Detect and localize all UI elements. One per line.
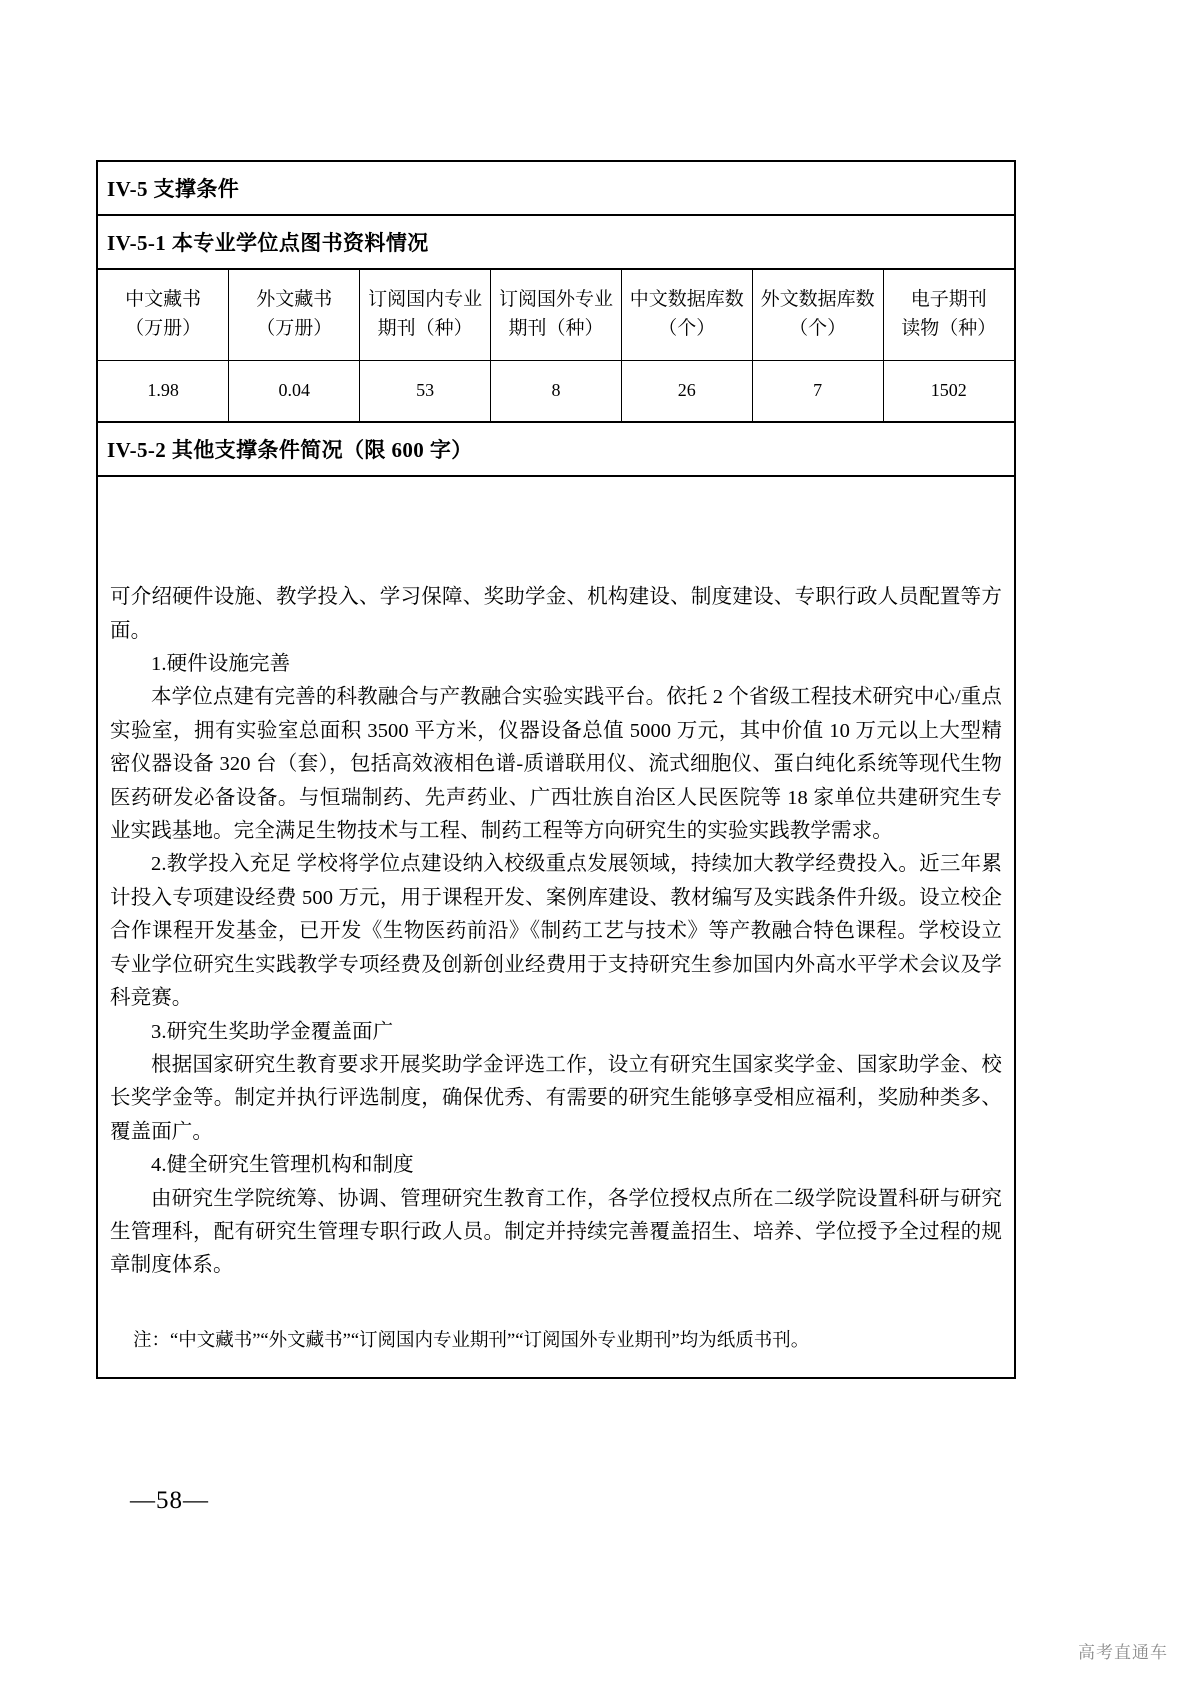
value-foreign-books: 0.04 (229, 361, 360, 422)
item1-title: 1.硬件设施完善 (151, 653, 291, 676)
value-chinese-databases: 26 (621, 361, 752, 422)
library-header-row (98, 270, 1014, 361)
value-chinese-books: 1.98 (98, 361, 229, 422)
value-foreign-journals: 8 (491, 361, 622, 422)
section-iv5-2-row (97, 422, 1015, 476)
column-header-electronic-journals (883, 270, 1014, 361)
page-number: —58— (130, 1487, 209, 1514)
support-conditions-table (96, 160, 1016, 1379)
library-value-row (98, 361, 1014, 422)
column-header-foreign-journals (491, 270, 622, 361)
value-electronic-journals: 1502 (883, 361, 1014, 422)
value-domestic-journals: 53 (360, 361, 491, 422)
section-iv5-2-title: IV-5-2 其他支撑条件简况 (107, 438, 344, 462)
section-iv5-1-row (97, 215, 1015, 269)
other-support-conditions-cell (97, 476, 1015, 1378)
item2-text: 2.教学投入充足 学校将学位点建设纳入校级重点发展领域，持续加大教学经费投入。近三年累计投入专项建设经费 500 万元，用于课程开发、案例库建设、教材编写及实践条件升级。设立校企合作课程开发基金，已开发《生物医药前沿》《制药工艺与技术》等产教融合特色课程。学校设立专业学位研究生实践教学专项经费及创新创业经费用于支持研究生参加国内外高水平学术会议及学科竞赛。 (110, 853, 1002, 1010)
library-data-table (98, 270, 1014, 421)
body-intro: 可介绍硬件设施、教学投入、学习保障、奖助学金、机构建设、制度建设、专职行政人员配置等方面。 (110, 586, 1002, 642)
column-header-foreign-databases (752, 270, 883, 361)
value-foreign-databases: 7 (752, 361, 883, 422)
section-iv5-2-header (97, 422, 1015, 476)
section-iv5-row (97, 161, 1015, 215)
item4-title: 4.健全研究生管理机构和制度 (151, 1154, 414, 1177)
column-header-line2: （万册） (125, 318, 202, 339)
column-header-chinese-books (98, 270, 229, 361)
column-header-line2: （个） (658, 318, 716, 339)
column-header-line2: （个） (789, 318, 847, 339)
column-header-line1: 订阅国外专业 (498, 289, 613, 311)
body-text-row (97, 476, 1015, 1378)
column-header-line1: 订阅国内专业 (368, 289, 483, 311)
table-footnote: 注：“中文藏书”“外文藏书”“订阅国内专业期刊”“订阅国外专业期刊”均为纸质书刊。 (133, 1331, 810, 1351)
library-table-row (97, 269, 1015, 422)
item3-title: 3.研究生奖助学金覆盖面广 (151, 1020, 394, 1043)
column-header-line2: 期刊（种） (377, 318, 473, 339)
column-header-line2: 期刊（种） (508, 318, 604, 339)
item1-text: 本学位点建有完善的科教融合与产教融合实验实践平台。依托 2 个省级工程技术研究中心/重点实验室，拥有实验室总面积 3500 平方米，仪器设备总值 5000 万元，其中价值 10 万元以上大型精密仪器设备 320 台（套），包括高效液相色谱-质谱联用仪、流式细胞仪、蛋白纯化系统等现代生物医药研发必备设备。与恒瑞制药、先声药业、广西壮族自治区人民医院等 18 家单位共建研究生专业实践基地。完全满足生物技术与工程、制药工程等方向研究生的实验实践教学需求。 (110, 686, 1002, 843)
column-header-line2: （万册） (256, 318, 333, 339)
column-header-foreign-books (229, 270, 360, 361)
column-header-line1: 中文数据库数 (629, 289, 744, 311)
column-header-domestic-journals (360, 270, 491, 361)
section-iv5-title: IV-5 支撑条件 (97, 161, 1015, 215)
body-text-container (110, 581, 1002, 1283)
column-header-line1: 外文藏书 (256, 289, 333, 311)
column-header-line1: 电子期刊 (910, 289, 987, 311)
watermark: 高考直通车 (1078, 1643, 1168, 1662)
item4-text: 由研究生学院统筹、协调、管理研究生教育工作，各学位授权点所在二级学院设置科研与研究生管理科，配有研究生管理专职行政人员。制定并持续完善覆盖招生、培养、学位授予全过程的规章制度体系。 (110, 1187, 1002, 1277)
column-header-line2: 读物（种） (901, 318, 997, 339)
column-header-line1: 中文藏书 (125, 289, 202, 311)
column-header-chinese-databases (621, 270, 752, 361)
column-header-line1: 外文数据库数 (760, 289, 875, 311)
section-iv5-1-title: IV-5-1 本专业学位点图书资料情况 (97, 215, 1015, 269)
section-iv5-2-limit: （限 600 字） (343, 438, 473, 462)
item3-text: 根据国家研究生教育要求开展奖助学金评选工作，设立有研究生国家奖学金、国家助学金、校长奖学金等。制定并执行评选制度，确保优秀、有需要的研究生能够享受相应福利，奖励种类多、覆盖面广。 (110, 1053, 1002, 1143)
library-table-cell (97, 269, 1015, 422)
